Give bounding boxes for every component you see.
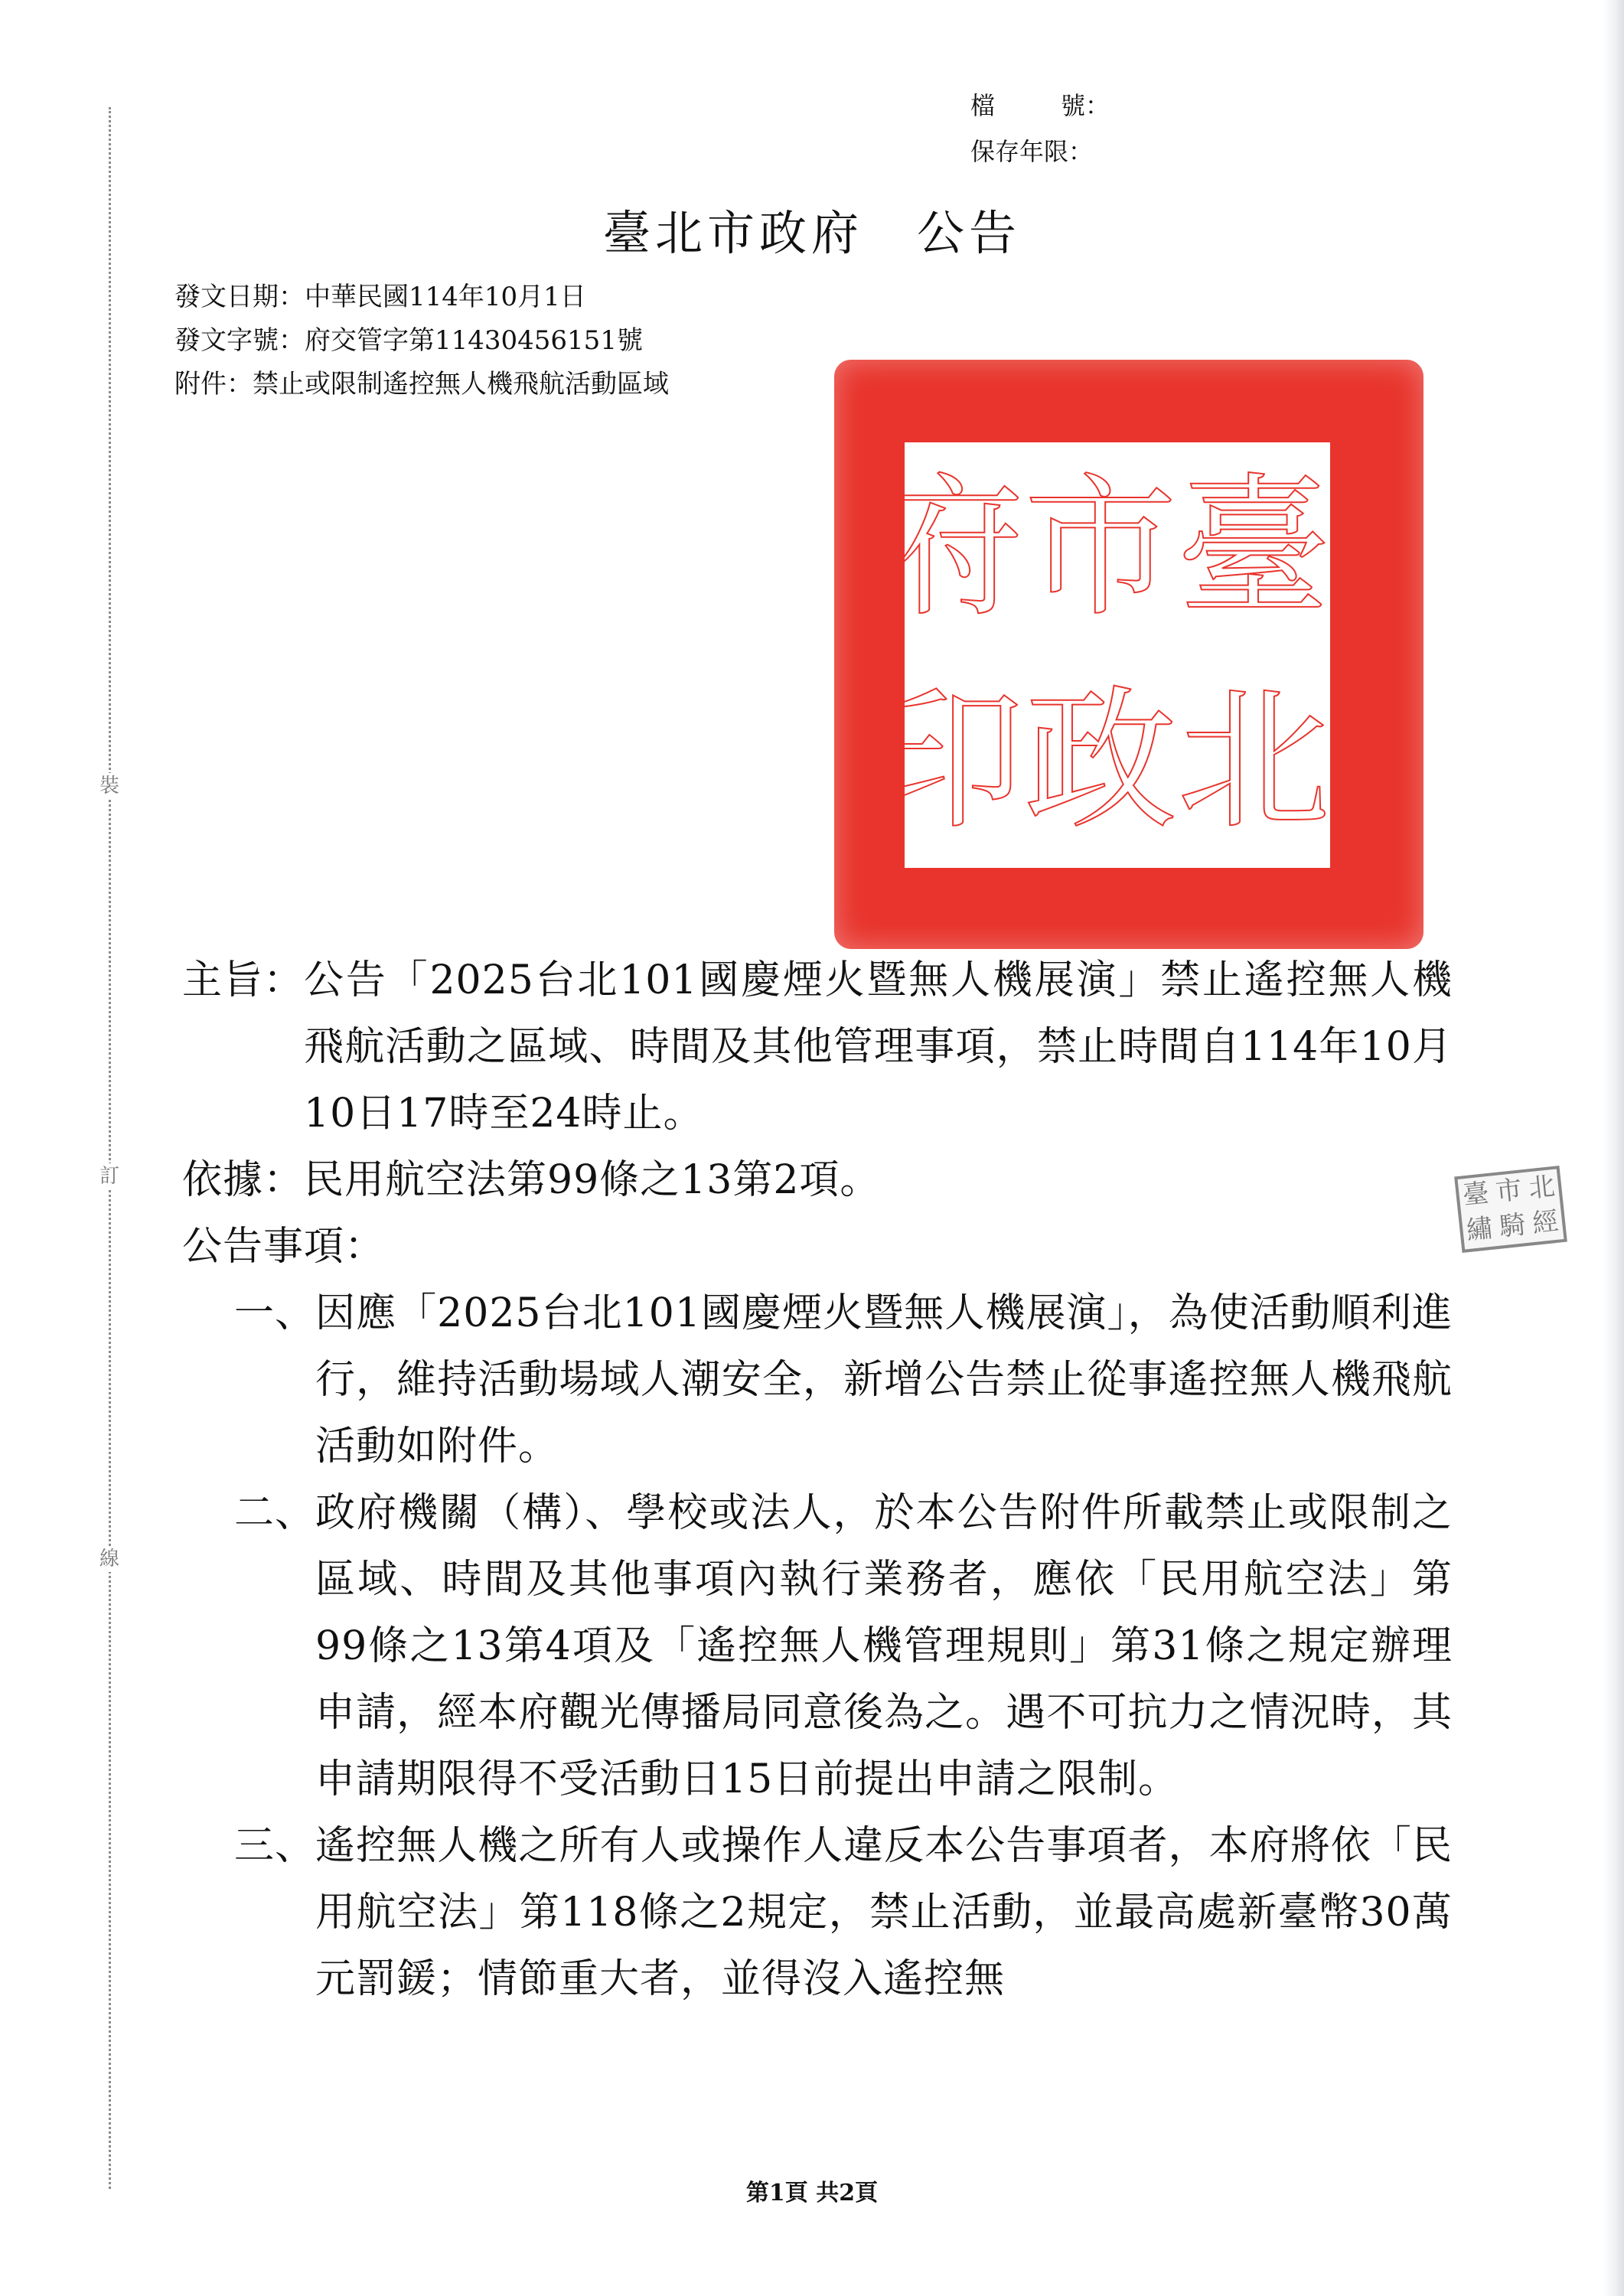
binding-mark-ding: 訂 <box>96 1163 122 1189</box>
item-number: 三、 <box>234 1823 316 1869</box>
official-seal <box>834 360 1423 949</box>
page-footer: 第1頁 共2頁 <box>745 2180 879 2206</box>
retention-row <box>970 129 1110 174</box>
title-doc-type: 公告 <box>917 205 1022 261</box>
seal-inner <box>870 442 1330 868</box>
seal-char: 府 <box>870 459 1024 638</box>
page-title <box>0 195 1624 263</box>
subject-head: 主旨： <box>182 957 305 1003</box>
seal-char: 北 <box>1176 672 1330 850</box>
file-number-label: 檔 號： <box>970 91 1110 120</box>
item-text: 政府機關（構）、學校或法人，於本公告附件所載禁止或限制之區域、時間及其他事項內執行業務者，應依「民用航空法」第99條之13第4項及「遙控無人機管理規則」第31條之規定辦理申請，經本府觀光傳播局同意後為之。遇不可抗力之情況時，其申請期限得不受活動日15日前提出申請之限制。 <box>315 1490 1453 1802</box>
basis-text: 民用航空法第99條之13第2項。 <box>304 1157 881 1203</box>
item-text: 因應「2025台北101國慶煙火暨無人機展演」，為使活動順利進行，維持活動場域人潮安全，新增公告禁止從事遙控無人機飛航活動如附件。 <box>315 1290 1453 1469</box>
file-meta <box>970 83 1110 174</box>
verification-seal: 北 市 臺 經 騎 繡 <box>1454 1166 1567 1253</box>
binding-mark-xian: 線 <box>96 1546 122 1572</box>
basis-head: 依據： <box>182 1157 305 1203</box>
issue-info <box>174 276 669 406</box>
seal-char: 市 <box>1023 459 1177 638</box>
issue-date: 發文日期：中華民國114年10月1日 <box>174 282 586 312</box>
file-number-row <box>970 83 1110 129</box>
issue-attachment: 附件：禁止或限制遙控無人機飛航活動區域 <box>174 369 669 400</box>
subject-paragraph <box>182 947 1453 1147</box>
item-number: 二、 <box>234 1490 316 1536</box>
notice-heading: 公告事項： <box>182 1224 386 1270</box>
subject-text: 公告「2025台北101國慶煙火暨無人機展演」禁止遙控無人機飛航活動之區域、時間及其他管理事項，禁止時間自114年10月10日17時至24時止。 <box>304 957 1453 1137</box>
notice-item <box>182 1480 1453 1813</box>
binding-line <box>109 107 111 2189</box>
binding-mark-zhuang: 裝 <box>96 773 122 799</box>
title-org: 臺北市政府 <box>602 205 863 261</box>
page-edge <box>1603 0 1624 2296</box>
document-body <box>182 947 1453 2013</box>
item-text: 遙控無人機之所有人或操作人違反本公告事項者，本府將依「民用航空法」第118條之2規定，禁止活動，並最高處新臺幣30萬元罰鍰；情節重大者，並得沒入遙控無 <box>315 1823 1453 2002</box>
notice-item <box>182 1813 1453 2013</box>
item-number: 一、 <box>234 1290 316 1336</box>
seal-char: 政 <box>1023 672 1177 850</box>
seal-char: 印 <box>870 672 1024 850</box>
issue-ref-no: 發文字號：府交管字第11430456151號 <box>174 325 643 356</box>
retention-label: 保存年限： <box>970 137 1094 166</box>
notice-item <box>182 1280 1453 1480</box>
basis-paragraph <box>182 1147 1453 1214</box>
seal-char: 臺 <box>1176 459 1330 638</box>
